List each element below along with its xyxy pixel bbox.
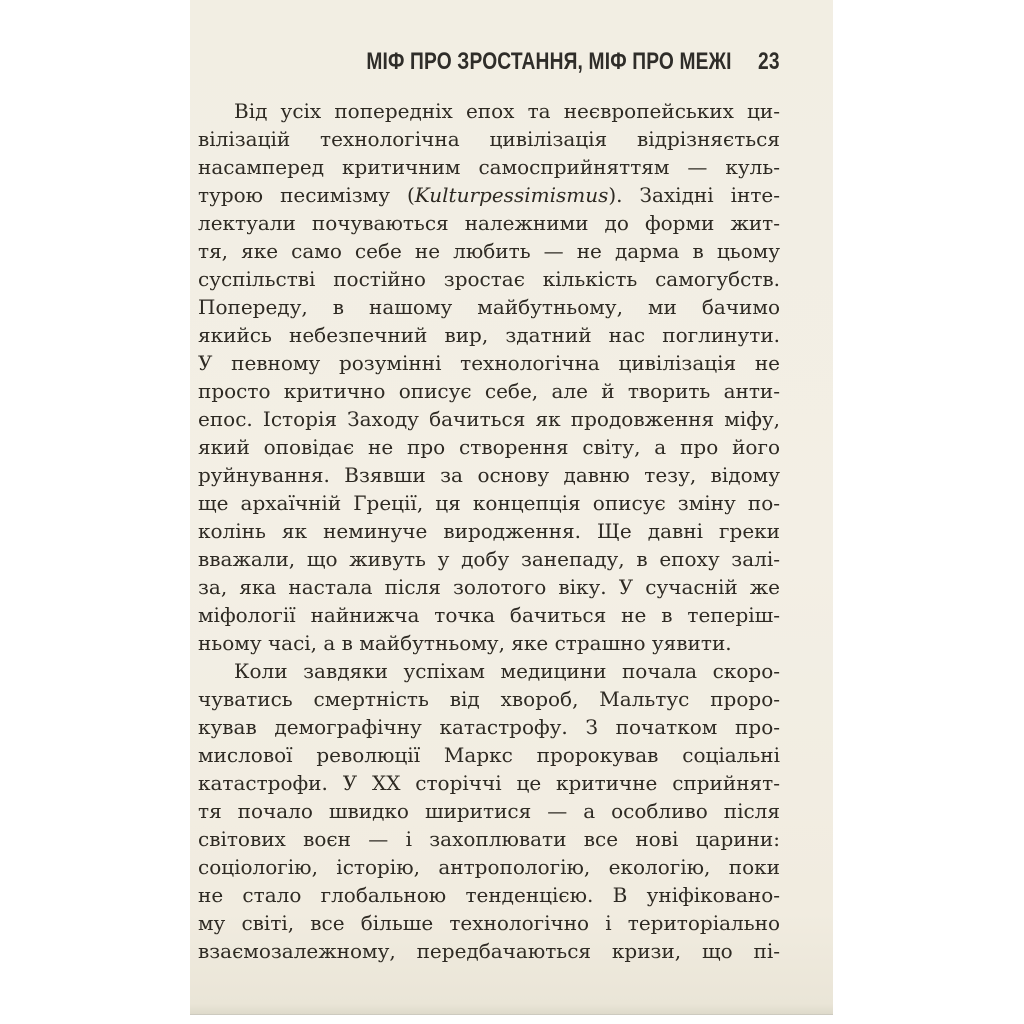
text-segment: не стало глобальною тенденцією. В уніфіковано- [198,883,780,907]
text-segment: просто критично описує себе, але й творить анти- [198,379,780,403]
text-line [198,629,780,657]
text-segment: соціологію, історію, антропологію, екологію, поки [198,855,780,879]
text-segment: Коли завдяки успіхам медицини почала скоро- [234,659,780,683]
text-segment: чуватись смертність від хвороб, Мальтус проро- [198,687,780,711]
text-segment: лектуали почуваються належними до форми жит- [198,211,780,235]
text-line [198,853,780,881]
text-segment: міфології найнижча точка бачиться не в теперіш- [198,603,780,627]
text-line [198,797,780,825]
text-segment: світових воєн — і захоплювати все нові царини: [198,827,780,851]
text-line [198,461,780,489]
book-page-scan [190,0,833,1015]
text-segment: мислової революції Маркс пророкував соціальні [198,743,780,767]
text-line [198,769,780,797]
italic-term: Kulturpessimismus [414,183,609,207]
text-line [198,685,780,713]
text-segment: Попереду, в нашому майбутньому, ми бачимо [198,295,780,319]
text-segment: ). Західні інте- [608,183,780,207]
text-line [198,825,780,853]
text-segment: У певному розумінні технологічна цивілізація не [198,351,780,375]
page-number: 23 [758,48,780,75]
text-line [198,489,780,517]
text-line [198,545,780,573]
text-segment: вілізацій технологічна цивілізація відрізняється [198,127,780,151]
page-header [198,50,780,74]
text-segment: Від усіх попередніх епох та неєвропейських ци- [234,99,780,123]
text-line [198,909,780,937]
text-line [198,209,780,237]
text-segment: ньому часі, а в майбутньому, яке страшно уявити. [198,631,732,655]
text-line [198,433,780,461]
text-segment: епос. Історія Заходу бачиться як продовження міфу, [198,407,780,431]
text-line [198,349,780,377]
text-line [198,517,780,545]
text-line [198,293,780,321]
text-line [198,741,780,769]
text-segment: ще архаїчній Греції, ця концепція описує зміну по- [198,491,780,515]
text-segment: взаємозалежному, передбачаються кризи, що пі- [198,939,780,963]
text-segment: за, яка настала після золотого віку. У сучасній же [198,575,780,599]
text-segment: му світі, все більше технологічно і територіально [198,911,780,935]
text-segment: якийсь небезпечний вир, здатний нас поглинути. [198,323,780,347]
text-segment: катастрофи. У XX сторіччі це критичне сприйнят- [198,771,780,795]
text-line [198,881,780,909]
text-line [198,153,780,181]
text-line [198,321,780,349]
text-line [198,573,780,601]
text-segment: руйнування. Взявши за основу давню тезу, відому [198,463,780,487]
text-segment: який оповідає не про створення світу, а про його [198,435,780,459]
page-body [198,97,780,965]
text-segment: насамперед критичним самосприйняттям — куль- [198,155,780,179]
text-segment: тя почало швидко ширитися — а особливо після [198,799,780,823]
text-segment: вважали, що живуть у добу занепаду, в епоху залі- [198,547,780,571]
text-line [198,601,780,629]
text-line [198,377,780,405]
text-line [198,97,780,125]
text-line [198,713,780,741]
text-segment: колінь як неминуче виродження. Ще давні греки [198,519,780,543]
text-line [198,265,780,293]
text-segment: турою песимізму ( [198,183,415,207]
text-line [198,405,780,433]
text-line [198,237,780,265]
running-head [367,50,780,74]
text-line [198,937,780,965]
text-line [198,125,780,153]
text-segment: суспільстві постійно зростає кількість самогубств. [198,267,780,291]
running-title: МІФ ПРО ЗРОСТАННЯ, МІФ ПРО МЕЖІ [366,48,732,75]
text-line [198,181,780,209]
text-segment: тя, яке само себе не любить — не дарма в цьому [198,239,780,263]
text-line [198,657,780,685]
text-segment: кував демографічну катастрофу. З початком про- [198,715,780,739]
